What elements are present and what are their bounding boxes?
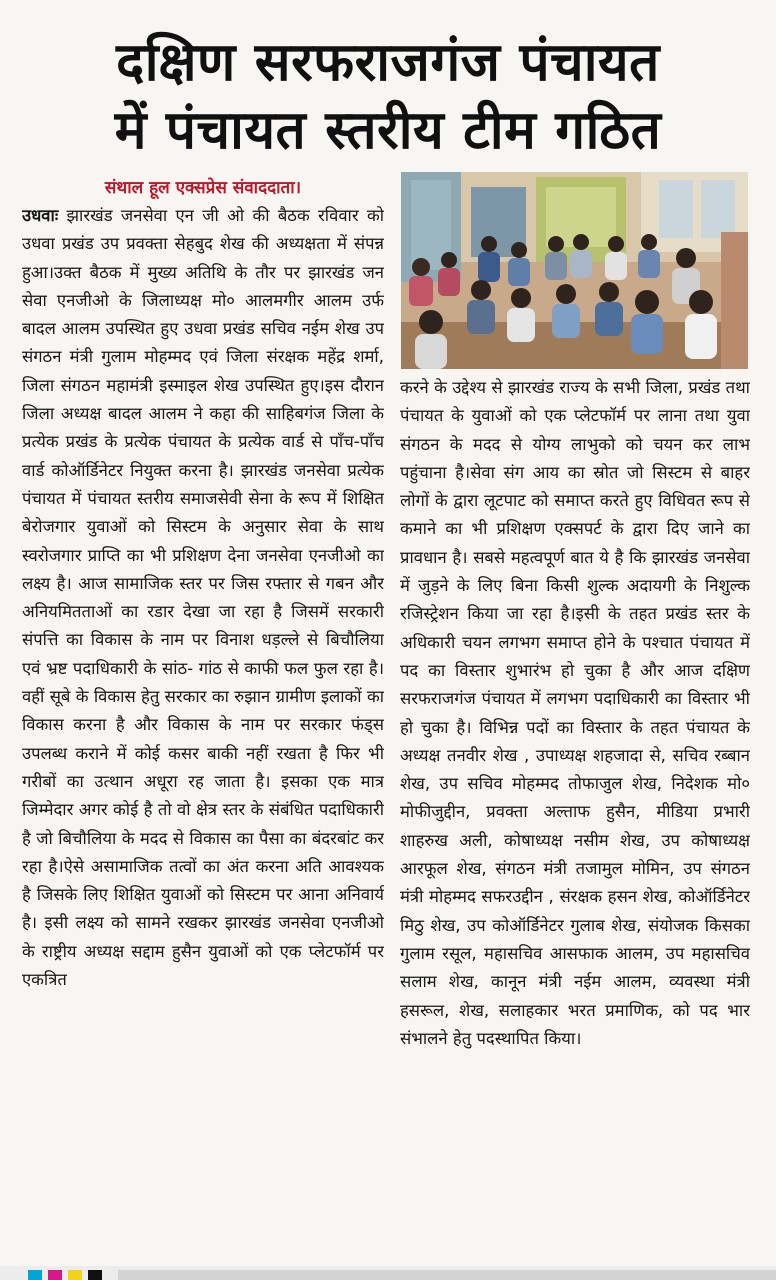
left-column: [22, 176, 384, 1256]
magenta-swatch: [48, 1270, 62, 1280]
print-registration-strip: [0, 1266, 776, 1280]
headline-line-1: दक्षिण सरफराजगंज पंचायत: [116, 32, 660, 94]
headline: [0, 29, 776, 165]
cyan-swatch: [28, 1270, 42, 1280]
grey-bar: [118, 1270, 776, 1280]
right-column-text: करने के उद्देश्य से झारखंड राज्य के सभी जिला, प्रखंड तथा पंचायत के युवाओं को एक प्लेटफॉर्म पर लाना तथा युवा संगठन के मदद से योग्य लाभुको को चयन कर लाभ पहुंचाना है।सेवा संग आय का स्रोत जो सिस्टम से बाहर लोगों के द्वारा लूटपाट को समाप्त करते हुए विधिवत रूप से कमाने का भी प्रशिक्षण एक्सपर्ट के द्वारा दिए जाने का प्रावधान है। सबसे महत्वपूर्ण बात ये है कि झारखंड जनसेवा में जुड़ने के लिए बिना किसी शुल्क अदायगी के निशुल्क रजिस्ट्रेशन किया जा रहा है।इसी के तहत प्रखंड स्तर के अधिकारी चयन लगभग समाप्त होने के पश्चात पंचायत में पद का विस्तार शुभारंभ हो चुका है और आज दक्षिण सरफराजगंज पंचायत में लगभग पदाधिकारी का विस्तार भी हो चुका है। विभिन्न पदों का विस्तार के तहत पंचायत के अध्यक्ष तनवीर शेख , उपाध्यक्ष शहजादा से, सचिव रब्बान शेख, उप सचिव मोहम्मद तोफाजुल शेख, निदेशक मो० मोफीजुद्दीन, प्रवक्ता अल्ताफ हुसैन, मीडिया प्रभारी शाहरुख अली, कोषाध्यक्ष नसीम शेख, उप कोषाध्यक्ष आरफूल शेख, संगठन मंत्री तजामुल मोमिन, उप संगठन मंत्री मोहम्मद सफरउद्दीन , संरक्षक हसन शेख, कोऑर्डिनेटर मिठु शेख, उप कोऑर्डिनेटर गुलाब शेख, संयोजक किसका गुलाम रसूल, महासचिव आसफाक आलम, उप महासचिव सलाम शेख, कानून मंत्री नईम आलम, व्यवस्था मंत्री हसरूल, शेख, सलाहकार भरत प्रमाणिक, को पद भार संभालने हेतु पदस्थापित किया।: [400, 378, 750, 1048]
meeting-photo: [401, 172, 748, 369]
yellow-swatch: [68, 1270, 82, 1280]
meeting-photo-illustration: [401, 172, 748, 369]
byline: संथाल हूल एक्सप्रेस संवाददाता।: [104, 178, 302, 198]
headline-line-2: में पंचायत स्तरीय टीम गठित: [114, 100, 662, 162]
left-column-body: [22, 202, 384, 994]
black-swatch: [88, 1270, 102, 1280]
right-column: [400, 374, 750, 1254]
left-column-text: झारखंड जनसेवा एन जी ओ की बैठक रविवार को उधवा प्रखंड उप प्रवक्ता सेहबुद शेख की अध्यक्षता में संपन्न हुआ।उक्त बैठक में मुख्य अतिथि के तौर पर झारखंड जन सेवा एनजीओ के जिलाध्यक्ष मो० आलमगीर आलम उर्फ बादल आलम उपस्थित हुए उधवा प्रखंड सचिव नईम शेख उप संगठन मंत्री गुलाम मोहम्मद एवं जिला संरक्षक महेंद्र शर्मा, जिला संगठन महामंत्री इस्माइल शेख उपस्थित हुए।इस दौरान जिला अध्यक्ष बादल आलम ने कहा की साहिबगंज जिला के प्रत्येक प्रखंड के प्रत्येक पंचायत के प्रत्येक वार्ड से पाँच-पाँच वार्ड कोऑर्डिनेटर नियुक्त करना है। झारखंड जनसेवा प्रत्येक पंचायत में पंचायत स्तरीय समाजसेवी सेना के रूप में शिक्षित बेरोजगार युवाओं को सिस्टम के अनुसार सेवा के साथ स्वरोजगार प्राप्ति का भी प्रशिक्षण देना जनसेवा एनजीओ का लक्ष्य है। आज सामाजिक स्तर पर जिस रफ्तार से गबन और अनियमितताओं का रडार देखा जा रहा है जिसमें सरकारी संपत्ति का विकास के नाम पर विनाश धड़ल्ले से बिचौलिया एवं भ्रष्ट पदाधिकारी के सांठ- गांठ से काफी फल फुल रहा है।वहीं सूबे के विकास हेतु सरकार का रुझान ग्रामीण इलाकों का विकास करना है और विकास के नाम पर सरकार फंड्स उपलब्ध कराने में कोई कसर बाकी नहीं रखता है फिर भी गरीबों का उत्थान अधूरा रह जाता है। इसका एक मात्र जिम्मेदार अगर कोई है तो वो क्षेत्र स्तर के संबंधित पदाधिकारी है जो बिचौलिया के मदद से विकास का पैसा का बंदरबांट कर रहा है।ऐसे असामाजिक तत्वों का अंत करना अति आवश्यक है जिसके लिए शिक्षित युवाओं को सिस्टम पर आना अनिवार्य है। इसी लक्ष्य को सामने रखकर झारखंड जनसेवा एनजीओ के राष्ट्रीय अध्यक्ष सद्दाम हुसैन युवाओं को एक प्लेटफॉर्म पर एकत्रित: [22, 206, 384, 990]
dateline: उधवाः: [22, 206, 59, 225]
